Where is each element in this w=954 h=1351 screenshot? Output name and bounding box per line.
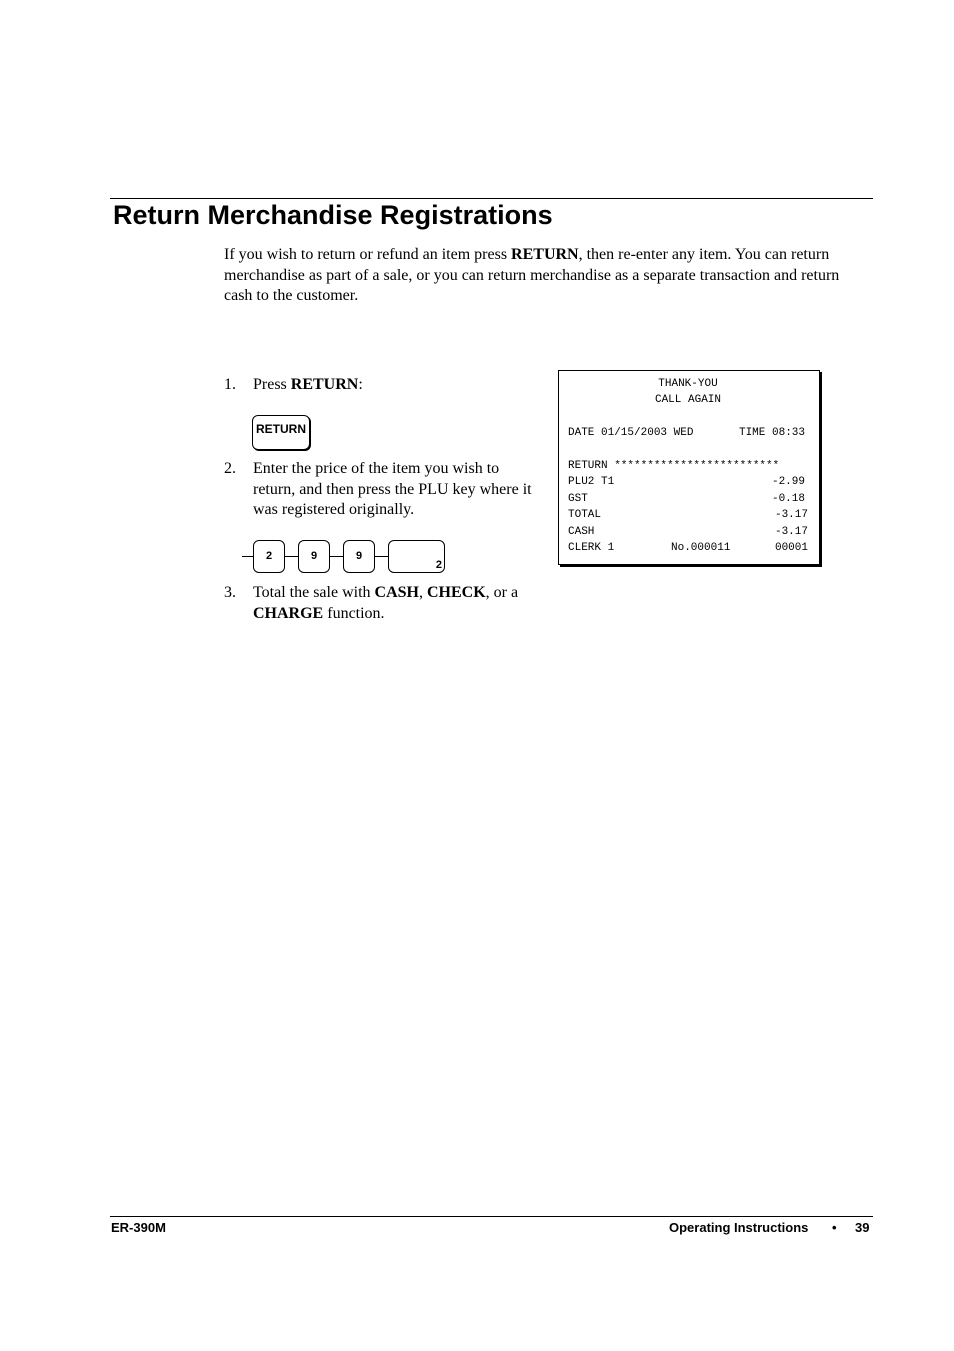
footer-section: Operating Instructions — [669, 1220, 809, 1235]
return-key-label: RETURN — [256, 422, 306, 436]
receipt-line-item — [568, 524, 808, 540]
receipt-line-item — [568, 507, 808, 523]
receipt-line-thankyou — [568, 376, 808, 392]
receipt-item-value: -3.17 — [774, 509, 808, 521]
receipt-time: TIME 08:33 — [738, 427, 805, 439]
receipt-item-label: PLU2 T1 — [568, 476, 615, 488]
intro-text-1: If you wish to return or refund an item press — [224, 246, 512, 263]
digit-key-2: 2 — [253, 540, 285, 573]
footer-rule — [110, 1216, 873, 1217]
receipt-line-item — [568, 491, 808, 507]
return-key — [252, 415, 310, 450]
step-key-name: RETURN — [290, 376, 359, 393]
receipt-line-date — [568, 425, 808, 441]
footer-page-number: 39 — [855, 1220, 870, 1235]
intro-bold-return: RETURN — [511, 246, 579, 263]
receipt-seq: 00001 — [774, 542, 808, 554]
receipt — [558, 370, 820, 565]
step-number: 3. — [224, 584, 236, 601]
digit-key-9: 9 — [298, 540, 330, 573]
receipt-line-clerk — [568, 540, 808, 556]
receipt-item-label: GST — [568, 493, 588, 505]
step-text-part: , or a — [485, 584, 519, 601]
receipt-number: No.000011 — [671, 542, 731, 554]
receipt-item-label: TOTAL — [568, 509, 602, 521]
step-key-name: CASH — [374, 584, 419, 601]
receipt-line-item — [568, 474, 808, 490]
receipt-clerk: CLERK 1 — [568, 542, 615, 554]
receipt-date: DATE 01/15/2003 WED — [568, 427, 694, 439]
intro-text-2: , then re-enter any item. You can return merchandise as part of a sale, or you can return merchandise as a separate transaction and return cash to the customer. — [224, 246, 840, 304]
digit-key-9: 9 — [343, 540, 375, 573]
receipt-item-value: -2.99 — [771, 476, 805, 488]
receipt-item-value: -3.17 — [774, 526, 808, 538]
step-number: 1. — [224, 376, 236, 393]
step-text-part: function. — [323, 604, 385, 622]
footer-model: ER-390M — [111, 1220, 166, 1235]
step-text-part: Total the sale with — [253, 584, 375, 601]
step-text-part: : — [358, 376, 363, 393]
page-title: Return Merchandise Registrations — [113, 200, 553, 230]
step-number: 2. — [224, 460, 236, 477]
receipt-text: THANK-YOU — [658, 378, 718, 390]
footer-bullet: • — [832, 1220, 837, 1235]
receipt-line-callagain — [568, 392, 808, 408]
receipt-text: CALL AGAIN — [654, 394, 721, 406]
step-text — [253, 583, 545, 624]
header-rule — [110, 198, 873, 199]
receipt-text: RETURN ************************* — [568, 460, 780, 472]
step-key-name: CHECK — [426, 584, 486, 601]
receipt-line-return — [568, 458, 808, 474]
plu-key-label: 2 — [435, 559, 442, 571]
receipt-item-value: -0.18 — [771, 493, 805, 505]
step-text-part: Press — [253, 376, 291, 393]
plu-key — [388, 540, 445, 573]
intro-paragraph — [224, 245, 869, 307]
step-key-name: CHARGE — [253, 604, 324, 622]
step-text-part: , — [418, 584, 427, 601]
step-text: Enter the price of the item you wish to return, and then press the PLU key where it was registered originally. — [253, 460, 532, 518]
step-text — [253, 375, 545, 396]
receipt-item-label: CASH — [568, 526, 595, 538]
